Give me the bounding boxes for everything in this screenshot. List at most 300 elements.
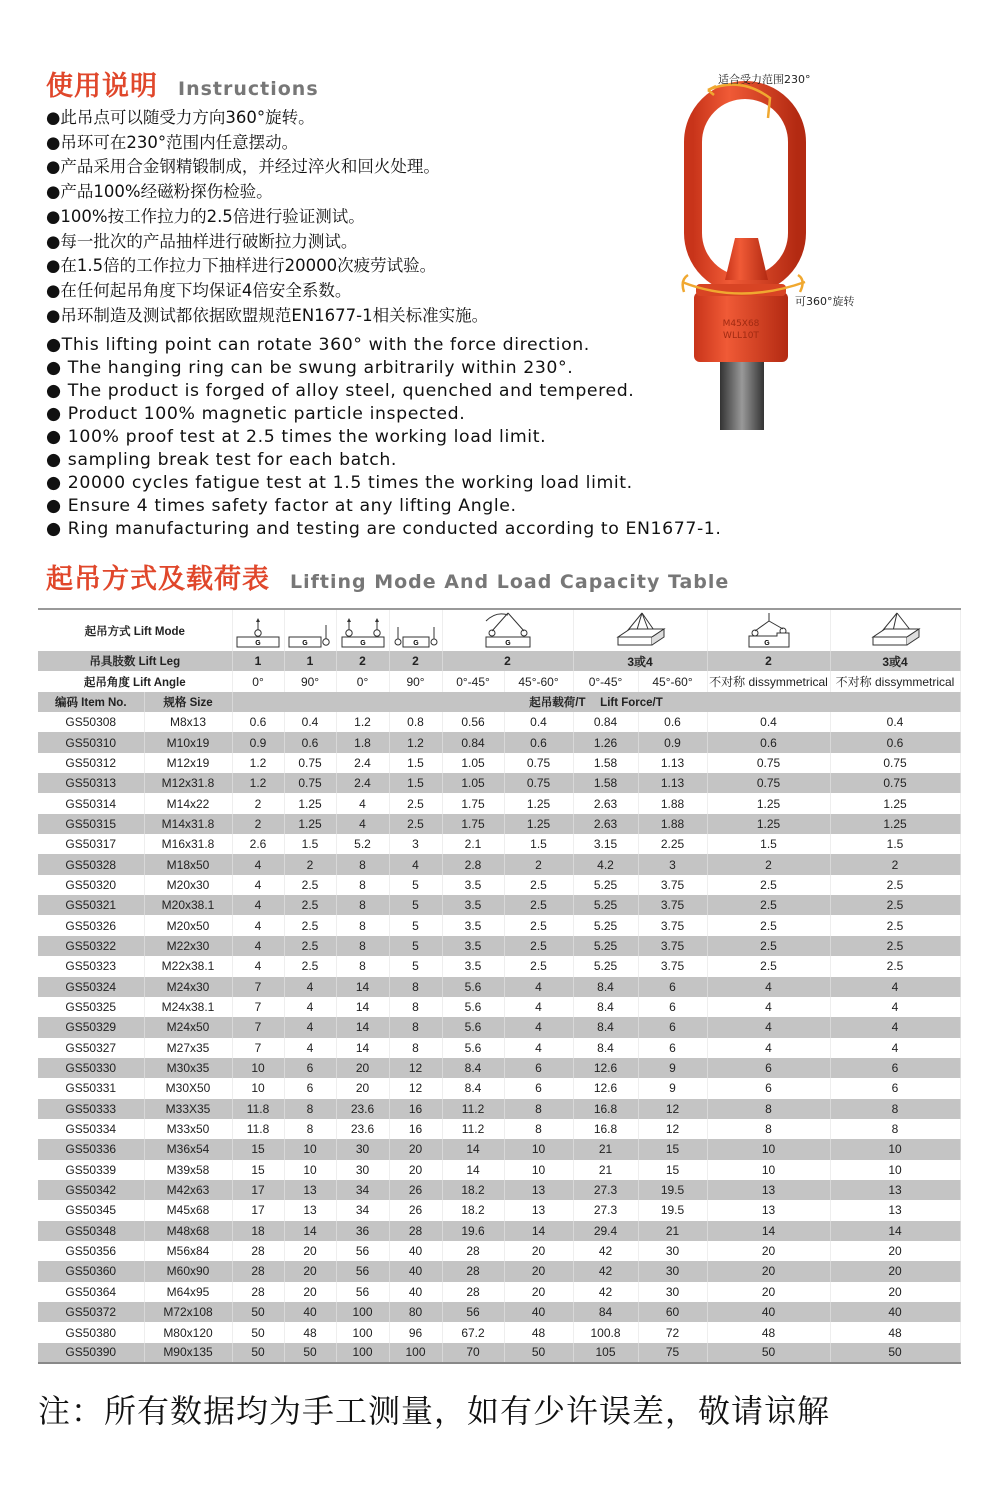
load-cell: 13 xyxy=(284,1180,336,1200)
load-cell: 3.5 xyxy=(442,956,504,976)
instruction-cn-item: ●在1.5倍的工作拉力下抽样进行20000次疲劳试验。 xyxy=(46,256,437,276)
load-cell: 4 xyxy=(336,793,389,813)
load-cell: 2.5 xyxy=(504,895,573,915)
load-cell: 14 xyxy=(504,1221,573,1241)
table-row xyxy=(38,1180,960,1200)
table-row xyxy=(38,997,960,1017)
load-cell: 16 xyxy=(389,1119,442,1139)
lift-mode-diagram-icon xyxy=(574,611,707,651)
load-cell: 5 xyxy=(389,895,442,915)
size-cell: M36x54 xyxy=(144,1139,232,1159)
size-cell: M20x50 xyxy=(144,915,232,935)
load-cell: 48 xyxy=(830,1322,960,1342)
table-row xyxy=(38,875,960,895)
item-no-cell: GS50342 xyxy=(38,1180,144,1200)
load-cell: 8 xyxy=(336,895,389,915)
lift-angle-cell: 90° xyxy=(284,671,336,691)
load-cell: 30 xyxy=(638,1282,707,1302)
load-cell: 8 xyxy=(389,997,442,1017)
load-cell: 2.5 xyxy=(830,895,960,915)
size-cell: M18x50 xyxy=(144,854,232,874)
load-cell: 30 xyxy=(336,1139,389,1159)
load-cell: 10 xyxy=(232,1058,284,1078)
load-cell: 28 xyxy=(389,1221,442,1241)
load-cell: 1.5 xyxy=(389,753,442,773)
instruction-cn-item: ●100%按工作拉力的2.5倍进行验证测试。 xyxy=(46,206,365,226)
column-header-row xyxy=(38,692,960,712)
load-cell: 1.8 xyxy=(336,732,389,752)
load-cell: 12 xyxy=(638,1119,707,1139)
load-cell: 1.5 xyxy=(389,773,442,793)
table-row xyxy=(38,732,960,752)
instructions-title-en: Instructions xyxy=(178,78,319,100)
load-capacity-table xyxy=(38,608,961,1364)
load-cell: 6 xyxy=(638,1038,707,1058)
svg-text:G: G xyxy=(412,639,419,647)
load-cell: 19.5 xyxy=(638,1180,707,1200)
load-cell: 0.75 xyxy=(830,773,960,793)
load-cell: 13 xyxy=(707,1180,830,1200)
load-cell: 19.6 xyxy=(442,1221,504,1241)
load-cell: 8 xyxy=(830,1099,960,1119)
load-cell: 20 xyxy=(336,1058,389,1078)
item-no-cell: GS50331 xyxy=(38,1078,144,1098)
load-cell: 19.5 xyxy=(638,1200,707,1220)
load-cell: 1.88 xyxy=(638,814,707,834)
item-no-cell: GS50310 xyxy=(38,732,144,752)
load-cell: 3 xyxy=(389,834,442,854)
lift-mode-diagram-icon xyxy=(443,611,573,651)
load-cell: 67.2 xyxy=(442,1322,504,1342)
load-cell: 14 xyxy=(336,1038,389,1058)
load-cell: 7 xyxy=(232,977,284,997)
load-cell: 6 xyxy=(284,1058,336,1078)
load-cell: 1.25 xyxy=(707,793,830,813)
load-cell: 4 xyxy=(336,814,389,834)
load-cell: 8 xyxy=(284,1119,336,1139)
load-cell: 27.3 xyxy=(573,1180,638,1200)
load-cell: 14 xyxy=(707,1221,830,1241)
load-cell: 0.6 xyxy=(707,732,830,752)
load-cell: 1.26 xyxy=(573,732,638,752)
load-cell: 56 xyxy=(336,1241,389,1261)
load-cell: 0.75 xyxy=(504,773,573,793)
load-cell: 14 xyxy=(442,1160,504,1180)
lift-angle-cell: 0°-45° xyxy=(442,671,504,691)
load-cell: 4 xyxy=(830,1038,960,1058)
load-cell: 1.25 xyxy=(707,814,830,834)
load-cell: 2 xyxy=(232,793,284,813)
load-cell: 5.6 xyxy=(442,1017,504,1037)
load-cell: 1.25 xyxy=(504,814,573,834)
item-no-cell: GS50372 xyxy=(38,1302,144,1322)
load-cell: 0.75 xyxy=(707,753,830,773)
load-cell: 100 xyxy=(336,1343,389,1363)
load-cell: 0.4 xyxy=(504,712,573,732)
load-cell: 4 xyxy=(707,977,830,997)
lift-angle-cell: 45°-60° xyxy=(638,671,707,691)
instruction-en-item: ● Product 100% magnetic particle inspected. xyxy=(46,404,466,424)
size-cell: M45x68 xyxy=(144,1200,232,1220)
load-cell: 16.8 xyxy=(573,1099,638,1119)
load-cell: 11.2 xyxy=(442,1099,504,1119)
load-cell: 2.5 xyxy=(504,875,573,895)
load-cell: 30 xyxy=(336,1160,389,1180)
load-cell: 10 xyxy=(830,1160,960,1180)
lift-mode-diagram-icon xyxy=(390,611,442,651)
load-cell: 0.6 xyxy=(638,712,707,732)
lift-leg-cell: 2 xyxy=(336,651,389,671)
item-no-cell: GS50326 xyxy=(38,915,144,935)
item-no-cell: GS50333 xyxy=(38,1099,144,1119)
table-row xyxy=(38,753,960,773)
load-cell: 3.5 xyxy=(442,895,504,915)
load-cell: 8 xyxy=(336,875,389,895)
load-cell: 14 xyxy=(284,1221,336,1241)
load-cell: 2.5 xyxy=(707,895,830,915)
load-table-title-cn: 起吊方式及载荷表 xyxy=(46,564,270,595)
size-cell: M20x30 xyxy=(144,875,232,895)
item-no-cell: GS50336 xyxy=(38,1139,144,1159)
load-cell: 2.4 xyxy=(336,773,389,793)
load-cell: 4 xyxy=(232,875,284,895)
load-cell: 1.58 xyxy=(573,753,638,773)
load-cell: 21 xyxy=(573,1139,638,1159)
item-no-cell: GS50356 xyxy=(38,1241,144,1261)
load-cell: 1.75 xyxy=(442,814,504,834)
load-cell: 18 xyxy=(232,1221,284,1241)
load-cell: 2.5 xyxy=(707,915,830,935)
load-cell: 1.25 xyxy=(504,793,573,813)
load-cell: 3.75 xyxy=(638,895,707,915)
load-cell: 4 xyxy=(504,1017,573,1037)
load-cell: 0.6 xyxy=(232,712,284,732)
load-cell: 1.25 xyxy=(830,793,960,813)
load-cell: 0.75 xyxy=(284,753,336,773)
load-cell: 8 xyxy=(284,1099,336,1119)
load-cell: 5 xyxy=(389,875,442,895)
load-cell: 8.4 xyxy=(573,977,638,997)
load-cell: 4 xyxy=(232,936,284,956)
load-cell: 100.8 xyxy=(573,1322,638,1342)
size-cell: M16x31.8 xyxy=(144,834,232,854)
load-cell: 10 xyxy=(707,1160,830,1180)
load-cell: 1.5 xyxy=(707,834,830,854)
lift-leg-row xyxy=(38,651,960,671)
size-cell: M12x31.8 xyxy=(144,773,232,793)
load-cell: 8 xyxy=(336,956,389,976)
table-row xyxy=(38,1343,960,1363)
item-no-cell: GS50328 xyxy=(38,854,144,874)
load-cell: 34 xyxy=(336,1200,389,1220)
load-cell: 11.8 xyxy=(232,1119,284,1139)
load-cell: 6 xyxy=(284,1078,336,1098)
lift-mode-diagram-icon xyxy=(285,611,336,651)
load-cell: 10 xyxy=(284,1160,336,1180)
load-cell: 13 xyxy=(707,1200,830,1220)
load-cell: 50 xyxy=(830,1343,960,1363)
rotate-label: 可360°旋转 xyxy=(795,295,855,308)
load-cell: 2 xyxy=(707,854,830,874)
load-cell: 14 xyxy=(442,1139,504,1159)
table-row xyxy=(38,834,960,854)
load-table-heading xyxy=(46,557,729,596)
load-table-title-en: Lifting Mode And Load Capacity Table xyxy=(290,571,730,593)
load-cell: 12 xyxy=(389,1078,442,1098)
load-cell: 15 xyxy=(638,1139,707,1159)
load-cell: 1.05 xyxy=(442,753,504,773)
load-cell: 5.6 xyxy=(442,977,504,997)
lift-mode-diagram-icon xyxy=(337,611,389,651)
load-cell: 12.6 xyxy=(573,1078,638,1098)
lift-angle-cell: 45°-60° xyxy=(504,671,573,691)
item-no-cell: GS50329 xyxy=(38,1017,144,1037)
instructions-en-list xyxy=(46,334,721,541)
load-cell: 0.9 xyxy=(232,732,284,752)
load-cell: 13 xyxy=(830,1180,960,1200)
load-cell: 50 xyxy=(504,1343,573,1363)
product-image-eye-bolt xyxy=(660,60,880,440)
load-cell: 72 xyxy=(638,1322,707,1342)
size-cell: M80x120 xyxy=(144,1322,232,1342)
load-cell: 5.6 xyxy=(442,997,504,1017)
instruction-cn-item: ●此吊点可以随受力方向360°旋转。 xyxy=(46,108,315,127)
table-row xyxy=(38,814,960,834)
load-cell: 0.4 xyxy=(707,712,830,732)
load-cell: 4 xyxy=(504,997,573,1017)
lift-angle-cell: 0° xyxy=(232,671,284,691)
load-cell: 20 xyxy=(504,1241,573,1261)
lift-angle-label: 起吊角度 Lift Angle xyxy=(38,671,232,691)
load-cell: 11.8 xyxy=(232,1099,284,1119)
load-cell: 40 xyxy=(830,1302,960,1322)
table-row xyxy=(38,1221,960,1241)
size-cell: M33X35 xyxy=(144,1099,232,1119)
load-cell: 1.25 xyxy=(830,814,960,834)
load-cell: 8 xyxy=(336,936,389,956)
lift-angle-cell: 0°-45° xyxy=(573,671,638,691)
load-cell: 30 xyxy=(638,1261,707,1281)
size-header: 规格 Size xyxy=(144,692,232,712)
load-cell: 6 xyxy=(707,1058,830,1078)
load-cell: 2.5 xyxy=(504,956,573,976)
load-cell: 0.84 xyxy=(573,712,638,732)
mode-icon-multi-leg-angle xyxy=(573,609,707,651)
load-cell: 28 xyxy=(442,1241,504,1261)
lift-leg-cell: 2 xyxy=(707,651,830,671)
item-no-cell: GS50323 xyxy=(38,956,144,976)
mode-icon-single-vertical xyxy=(232,609,284,651)
load-cell: 2.1 xyxy=(442,834,504,854)
load-cell: 8.4 xyxy=(442,1078,504,1098)
size-cell: M39x58 xyxy=(144,1160,232,1180)
mode-icon-double-side xyxy=(389,609,442,651)
load-cell: 10 xyxy=(707,1139,830,1159)
item-no-header: 编码 Item No. xyxy=(38,692,144,712)
load-cell: 4 xyxy=(707,1017,830,1037)
load-cell: 6 xyxy=(638,997,707,1017)
item-no-cell: GS50380 xyxy=(38,1322,144,1342)
load-cell: 8.4 xyxy=(573,997,638,1017)
load-cell: 12 xyxy=(638,1099,707,1119)
load-cell: 20 xyxy=(707,1241,830,1261)
lift-mode-diagram-icon xyxy=(708,611,830,651)
load-cell: 1.2 xyxy=(232,753,284,773)
table-row xyxy=(38,1200,960,1220)
load-cell: 2.8 xyxy=(442,854,504,874)
load-cell: 7 xyxy=(232,997,284,1017)
load-cell: 8 xyxy=(707,1099,830,1119)
load-cell: 4 xyxy=(284,1017,336,1037)
load-cell: 2.4 xyxy=(336,753,389,773)
load-cell: 20 xyxy=(389,1139,442,1159)
load-cell: 0.56 xyxy=(442,712,504,732)
table-row xyxy=(38,1241,960,1261)
item-no-cell: GS50390 xyxy=(38,1343,144,1363)
table-row xyxy=(38,854,960,874)
load-cell: 23.6 xyxy=(336,1099,389,1119)
load-cell: 2.5 xyxy=(504,915,573,935)
load-cell: 3.75 xyxy=(638,956,707,976)
load-cell: 2 xyxy=(284,854,336,874)
load-cell: 8 xyxy=(830,1119,960,1139)
item-no-cell: GS50334 xyxy=(38,1119,144,1139)
lift-mode-diagram-icon xyxy=(831,611,960,651)
marking-wll: WLL10T xyxy=(723,331,759,341)
table-row xyxy=(38,1302,960,1322)
svg-text:G: G xyxy=(255,639,261,647)
load-cell: 2.5 xyxy=(284,956,336,976)
load-cell: 2.5 xyxy=(284,875,336,895)
load-cell: 2.5 xyxy=(707,875,830,895)
size-cell: M10x19 xyxy=(144,732,232,752)
load-cell: 40 xyxy=(389,1282,442,1302)
load-cell: 6 xyxy=(707,1078,830,1098)
load-cell: 12 xyxy=(389,1058,442,1078)
load-cell: 18.2 xyxy=(442,1180,504,1200)
footnote: 注：所有数据均为手工测量，如有少许误差，敬请谅解 xyxy=(38,1392,831,1430)
load-cell: 23.6 xyxy=(336,1119,389,1139)
load-cell: 5.25 xyxy=(573,936,638,956)
load-cell: 13 xyxy=(284,1200,336,1220)
load-cell: 7 xyxy=(232,1038,284,1058)
load-cell: 13 xyxy=(504,1180,573,1200)
load-cell: 48 xyxy=(504,1322,573,1342)
instruction-cn-item: ●吊环可在230°范围内任意摆动。 xyxy=(46,132,299,152)
lift-mode-row xyxy=(38,609,960,651)
load-cell: 50 xyxy=(707,1343,830,1363)
load-cell: 2.5 xyxy=(707,956,830,976)
instruction-cn-item: ●在任何起吊角度下均保证4倍安全系数。 xyxy=(46,280,352,300)
load-cell: 20 xyxy=(284,1261,336,1281)
load-cell: 1.88 xyxy=(638,793,707,813)
load-cell: 1.2 xyxy=(389,732,442,752)
load-cell: 28 xyxy=(232,1261,284,1281)
item-no-cell: GS50348 xyxy=(38,1221,144,1241)
load-cell: 42 xyxy=(573,1282,638,1302)
load-cell: 0.6 xyxy=(830,732,960,752)
load-cell: 4 xyxy=(504,977,573,997)
load-cell: 10 xyxy=(284,1139,336,1159)
load-cell: 30 xyxy=(638,1241,707,1261)
instruction-cn-item: ●产品采用合金钢精锻制成，并经过淬火和回火处理。 xyxy=(46,157,440,177)
size-cell: M24x50 xyxy=(144,1017,232,1037)
load-cell: 6 xyxy=(504,1078,573,1098)
size-cell: M90x135 xyxy=(144,1343,232,1363)
load-cell: 0.4 xyxy=(830,712,960,732)
load-cell: 2.5 xyxy=(707,936,830,956)
item-no-cell: GS50320 xyxy=(38,875,144,895)
item-no-cell: GS50308 xyxy=(38,712,144,732)
load-cell: 21 xyxy=(638,1221,707,1241)
load-cell: 6 xyxy=(504,1058,573,1078)
load-cell: 40 xyxy=(707,1302,830,1322)
load-cell: 5.25 xyxy=(573,875,638,895)
load-cell: 10 xyxy=(504,1160,573,1180)
swing-range-label: 适合受力范围230° xyxy=(718,73,811,86)
size-cell: M27x35 xyxy=(144,1038,232,1058)
table-row xyxy=(38,1160,960,1180)
size-cell: M33x50 xyxy=(144,1119,232,1139)
table-row xyxy=(38,1261,960,1281)
load-cell: 18.2 xyxy=(442,1200,504,1220)
load-cell: 20 xyxy=(707,1261,830,1281)
mode-icon-two-leg-angle xyxy=(442,609,573,651)
load-cell: 36 xyxy=(336,1221,389,1241)
load-cell: 5 xyxy=(389,956,442,976)
item-no-cell: GS50317 xyxy=(38,834,144,854)
lift-leg-cell: 2 xyxy=(442,651,573,671)
load-cell: 4 xyxy=(232,915,284,935)
load-cell: 8 xyxy=(504,1119,573,1139)
size-cell: M12x19 xyxy=(144,753,232,773)
load-cell: 0.6 xyxy=(504,732,573,752)
instruction-en-item: ● Ring manufacturing and testing are conducted according to EN1677-1. xyxy=(46,519,722,539)
table-row xyxy=(38,712,960,732)
load-cell: 20 xyxy=(830,1241,960,1261)
load-cell: 40 xyxy=(389,1261,442,1281)
load-cell: 48 xyxy=(284,1322,336,1342)
load-cell: 4 xyxy=(232,895,284,915)
load-cell: 11.2 xyxy=(442,1119,504,1139)
load-cell: 15 xyxy=(232,1139,284,1159)
load-cell: 40 xyxy=(504,1302,573,1322)
load-cell: 10 xyxy=(504,1139,573,1159)
load-cell: 4 xyxy=(284,977,336,997)
load-cell: 80 xyxy=(389,1302,442,1322)
load-cell: 50 xyxy=(284,1343,336,1363)
load-cell: 12.6 xyxy=(573,1058,638,1078)
load-cell: 8 xyxy=(336,915,389,935)
load-cell: 14 xyxy=(336,977,389,997)
load-cell: 5.6 xyxy=(442,1038,504,1058)
load-cell: 20 xyxy=(389,1160,442,1180)
load-cell: 1.05 xyxy=(442,773,504,793)
load-cell: 2.63 xyxy=(573,814,638,834)
load-cell: 1.5 xyxy=(830,834,960,854)
load-cell: 5.25 xyxy=(573,915,638,935)
load-cell: 0.75 xyxy=(504,753,573,773)
load-cell: 28 xyxy=(442,1282,504,1302)
item-no-cell: GS50327 xyxy=(38,1038,144,1058)
load-cell: 7 xyxy=(232,1017,284,1037)
lift-mode-label: 起吊方式 Lift Mode xyxy=(38,609,232,651)
instruction-en-item: ● The hanging ring can be swung arbitrarily within 230°. xyxy=(46,358,574,378)
item-no-cell: GS50330 xyxy=(38,1058,144,1078)
size-cell: M14x22 xyxy=(144,793,232,813)
table-row xyxy=(38,1038,960,1058)
instruction-en-item: ● 100% proof test at 2.5 times the working load limit. xyxy=(46,427,547,447)
